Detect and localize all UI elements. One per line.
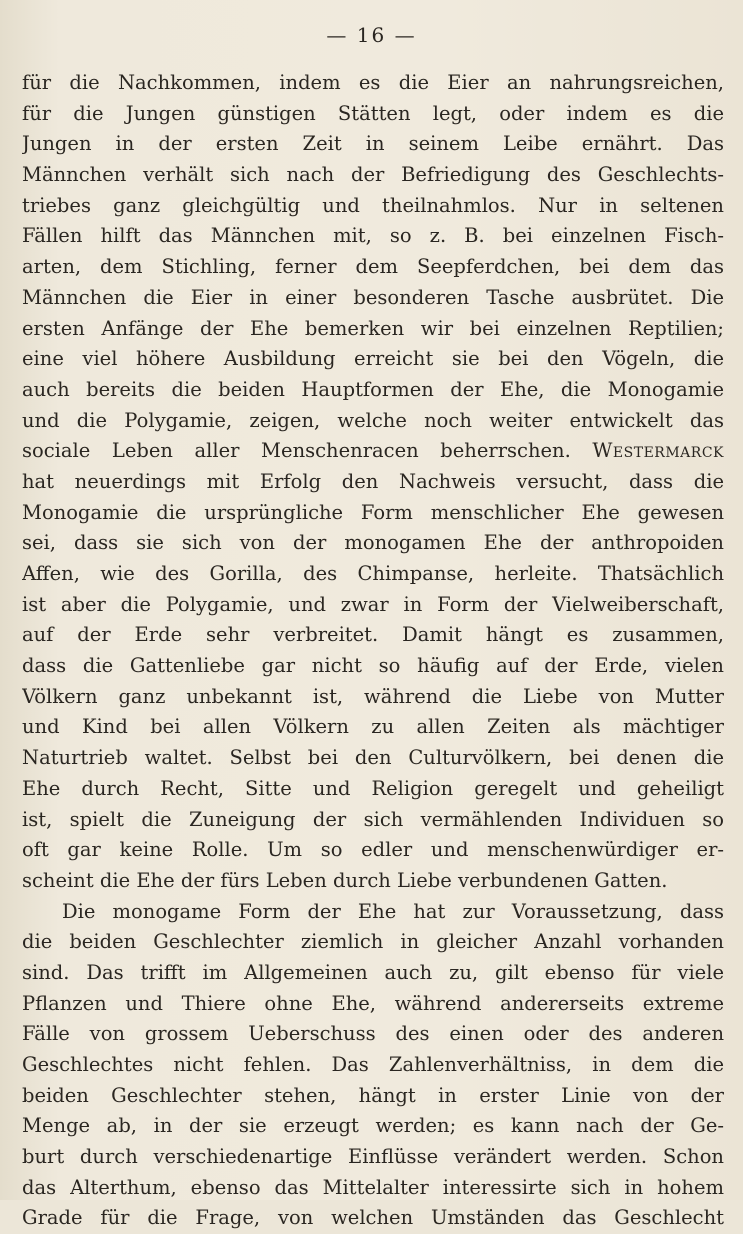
text-line: auf der Erde sehr verbreitet. Damit hängt es zusammen, [22,623,724,647]
text-line: dass die Gattenliebe gar nicht so häufig auf der Erde, vielen [22,654,724,678]
text-line: und die Polygamie, zeigen, welche noch weiter entwickelt das [22,408,724,432]
page-number: — 16 — [326,23,417,47]
text-line: Die monogame Form der Ehe hat zur Voraussetzung, dass [62,899,724,923]
body-text [22,68,724,1234]
text-line: Fällen hilft das Männchen mit, so z. B. bei einzelnen Fisch- [22,224,724,248]
text-line: Naturtrieb waltet. Selbst bei den Culturvölkern, bei denen die [22,746,724,770]
text-line: arten, dem Stichling, ferner dem Seepferdchen, bei dem das [22,255,724,279]
text-line: das Alterthum, ebenso das Mittelalter interessirte sich in hohem [22,1175,724,1199]
text-line: Affen, wie des Gorilla, des Chimpanse, herleite. Thatsächlich [22,562,724,585]
text-line: burt durch verschiedenartige Einflüsse verändert werden. Schon [22,1145,724,1169]
text-line: Völkern ganz unbekannt ist, während die Liebe von Mutter [22,684,724,708]
text-line: Pflanzen und Thiere ohne Ehe, während andererseits extreme [22,991,724,1015]
text-line: ist, spielt die Zuneigung der sich vermählenden Individuen so [22,807,724,831]
author-name: Westermarck [592,439,724,463]
paragraph-1 [22,68,724,897]
text-line: triebes ganz gleichgültig und theilnahmlos. Nur in seltenen [22,193,724,217]
text-line: Männchen die Eier in einer besonderen Tasche ausbrütet. Die [22,285,724,309]
text-line: beiden Geschlechter stehen, hängt in erster Linie von der [22,1083,724,1107]
text-line: die beiden Geschlechter ziemlich in gleicher Anzahl vorhanden [22,930,724,954]
text-line: sei, dass sie sich von der monogamen Ehe der anthropoiden [22,531,724,555]
text-line: Fälle von grossem Ueberschuss des einen oder des anderen [22,1022,724,1046]
text-line: für die Nachkommen, indem es die Eier an nahrungsreichen, [22,71,724,94]
text-line: eine viel höhere Ausbildung erreicht sie bei den Vögeln, die [22,347,724,371]
text-fragment: sociale Leben aller Menschenracen beherrschen. [22,439,571,463]
text-line: Menge ab, in der sie erzeugt werden; es kann nach der Ge- [22,1114,724,1138]
text-line: Jungen in der ersten Zeit in seinem Leibe ernährt. Das [22,132,724,156]
text-line: und Kind bei allen Völkern zu allen Zeiten als mächtiger [22,715,724,739]
text-line: für die Jungen günstigen Stätten legt, oder indem es die [22,101,724,125]
text-line: Männchen verhält sich nach der Befriedigung des Geschlechts- [22,163,724,187]
text-line: scheint die Ehe der fürs Leben durch Liebe verbundenen Gatten. [22,868,668,892]
paragraph-2 [22,897,724,1234]
text-line: oft gar keine Rolle. Um so edler und menschenwürdiger er- [22,838,724,862]
text-line: ist aber die Polygamie, und zwar in Form der Vielweiberschaft, [22,592,724,616]
text-line: auch bereits die beiden Hauptformen der Ehe, die Monogamie [22,377,724,401]
text-line: ersten Anfänge der Ehe bemerken wir bei einzelnen Reptilien; [22,316,724,340]
text-line: Geschlechtes nicht fehlen. Das Zahlenverhältniss, in dem die [22,1053,724,1076]
text-line: Grade für die Frage, von welchen Umständen das Geschlecht [22,1206,724,1230]
text-line: sind. Das trifft im Allgemeinen auch zu, gilt ebenso für viele [22,960,724,984]
text-line: Monogamie die ursprüngliche Form menschlicher Ehe gewesen [22,500,724,524]
text-line-with-author [22,436,724,467]
text-line: Ehe durch Recht, Sitte und Religion geregelt und geheiligt [22,776,724,800]
text-line: hat neuerdings mit Erfolg den Nachweis versucht, dass die [22,469,724,493]
